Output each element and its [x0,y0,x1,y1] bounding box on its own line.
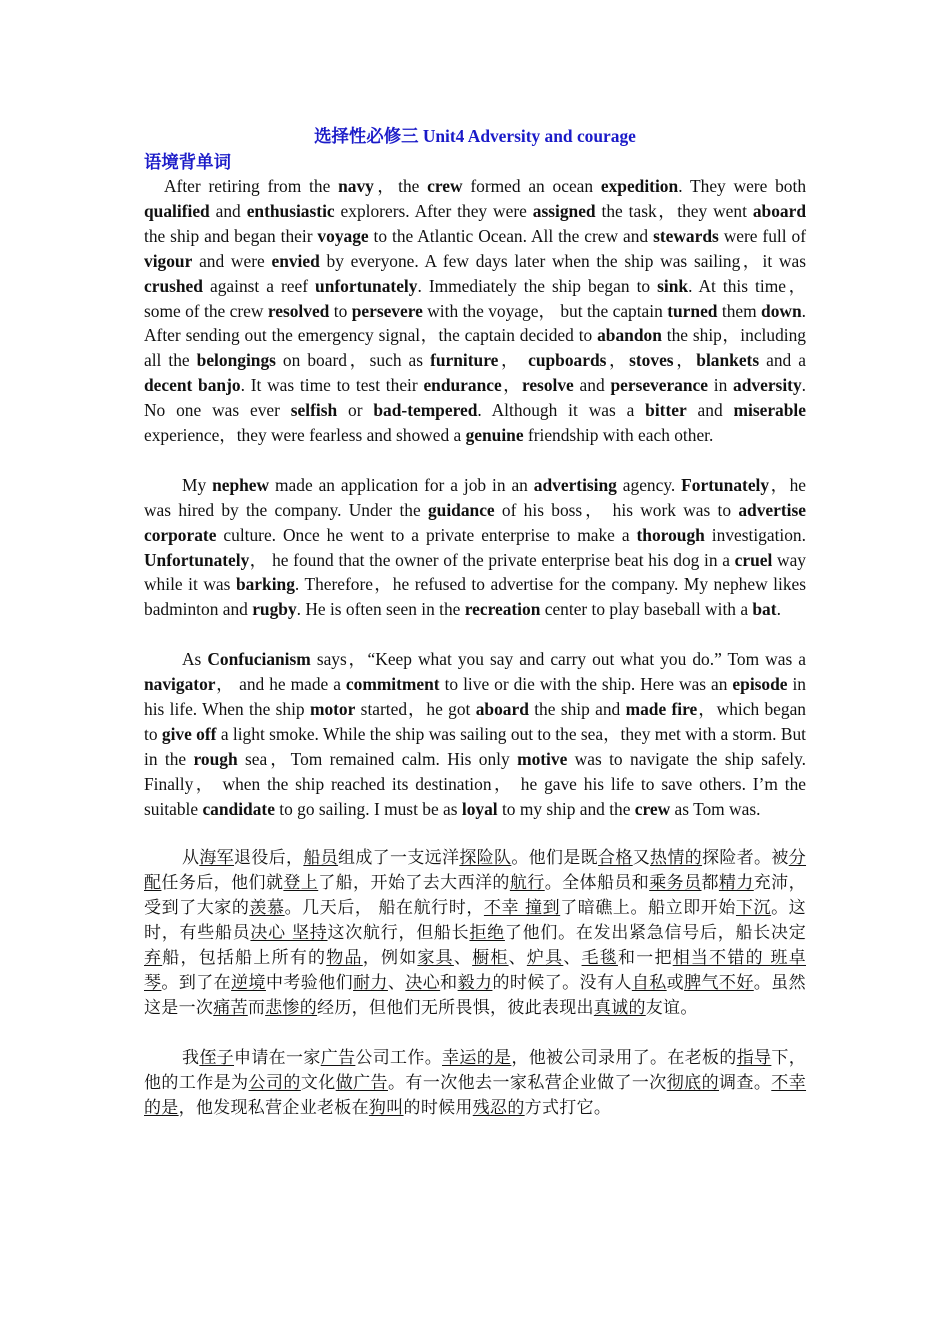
vocab-term: cruel [734,549,773,570]
text-run: by everyone. A few days later when the ship was sailing，it was [319,250,806,271]
text-run: 的时候了。没有人 [492,973,632,994]
vocab-term: 悲惨的 [265,998,318,1019]
vocab-term: rugby [252,599,297,620]
vocab-term: 真诚的 [593,998,646,1019]
text-run: agency. [616,474,682,495]
vocab-term: 乘务员 [649,873,702,894]
document-page [144,124,806,1121]
text-run: 了他们。在发出紧急信号后，船长决定 [504,923,806,944]
vocab-term: motive [517,748,568,769]
vocab-term: 狗叫 [368,1098,404,1119]
vocab-term: sink [657,275,689,296]
vocab-term: aboard [752,200,806,221]
vocab-term: bad-tempered [373,400,478,421]
vocab-term: give off [161,723,217,744]
vocab-term: navigator [144,674,216,695]
text-run: . At this time， some of the crew [144,275,807,321]
paragraph-spacer [144,622,806,647]
text-run: . After sending out the emergency signal，the captain decided to [144,300,807,346]
vocab-term: blankets [696,350,760,371]
text-run: 方式打它。 [524,1098,612,1119]
vocab-term: vigour [144,250,193,271]
paragraph-en-3 [144,647,806,821]
text-run: 退役后， [234,848,304,869]
vocab-term: 船员 [303,848,339,869]
text-run: on board，such as [275,350,431,371]
vocab-term: 登上 [283,873,319,894]
text-run: and a [759,350,806,371]
text-run: 、 [508,948,527,969]
text-run: or [337,400,374,421]
text-run: 充沛，受到了大家的 [144,873,806,919]
text-run: a light smoke. While the ship was sailing out to the sea，they met with a storm. But in the [144,723,806,769]
text-run: 和一把 [618,948,673,969]
vocab-term: 指导 [736,1048,772,1069]
text-run: the ship and [528,699,626,719]
text-run: 。几天后， 船在航行时， [284,898,484,919]
text-run: 都 [701,873,719,894]
paragraph-zh-1 [144,846,806,1021]
text-run: . Although it was a [477,400,646,421]
text-run: to the Atlantic Ocean. All the crew and [368,225,654,246]
text-run: and [573,375,611,396]
vocab-term: 决心 [405,973,441,994]
text-run: 或 [666,973,685,994]
vocab-term: nephew [212,474,270,495]
text-run: After retiring from the [164,176,339,196]
vocab-term: 相当不错的 班卓琴 [144,948,806,994]
text-run: 调查。 [719,1073,772,1094]
paragraph-spacer [144,1021,806,1046]
vocab-term: episode [732,674,788,695]
text-run: 、 [563,948,582,969]
vocab-term: 热情的 [650,848,703,869]
vocab-term: resolved [267,300,330,321]
text-run: As [182,649,208,670]
text-run: 。全体船员和 [544,873,650,894]
vocab-term: candidate [202,798,275,819]
text-run: . [776,599,781,620]
text-run: explorers. After they were [334,200,533,221]
text-run: 任务后，他们就 [161,873,284,894]
vocab-term: endurance [423,375,502,396]
text-run: ， and he made a [215,674,346,695]
vocab-term: turned [667,300,718,321]
vocab-term: qualified [144,200,210,221]
vocab-term: 痛苦 [213,998,248,1019]
vocab-term: 拒绝 [469,923,505,944]
text-run: 我 [182,1048,200,1069]
vocab-term: 公司的 [248,1073,301,1094]
text-run: 。他们是既 [511,848,599,869]
text-run: 经历，但他们无所畏惧，彼此表现出 [317,998,594,1019]
text-run: 这次航行，但船长 [327,923,470,944]
vocab-term: assigned [532,200,596,221]
text-run: ，例如 [362,948,418,969]
text-run: 而 [247,998,266,1019]
vocab-term: decent banjo [144,375,241,396]
vocab-term: 不幸的是 [144,1073,807,1119]
vocab-term: navy [338,176,374,196]
text-run: ，他发现私营企业老板在 [178,1098,369,1119]
vocab-term: 残忍的 [472,1098,525,1119]
text-run: ， [606,350,630,371]
text-run: in his life. When the ship [144,674,807,719]
text-run: 了船，开始了去大西洋的 [318,873,510,894]
text-run: . They were both [678,176,807,196]
vocab-term: advertise corporate [144,499,806,545]
text-run: 船，包括船上所有的 [162,948,327,969]
vocab-term: 弃 [144,948,163,969]
vocab-term: crew [427,176,463,196]
text-run: to live or die with the ship. Here was an [439,674,733,695]
vocab-term: 航行 [509,873,545,894]
vocab-term: 物品 [326,948,363,969]
text-run: friendship with each other. [523,425,714,446]
text-run: 申请在一家 [234,1048,321,1069]
vocab-term: advertising [533,474,617,495]
text-run: investigation. [704,524,806,545]
text-run: to [329,300,352,321]
text-run: ，which began to [144,699,806,744]
paragraph-en-2 [144,473,806,622]
text-run: 从 [182,848,200,869]
text-run: way while it was [144,549,806,595]
text-run: ，他被公司录用了。在老板的 [511,1048,737,1069]
text-run: ， [498,350,529,371]
vocab-term: resolve [521,375,574,396]
vocab-term: 合格 [598,848,633,869]
vocab-term: 探险队 [459,848,512,869]
vocab-term: perseverance [610,375,708,396]
text-run: 又 [632,848,651,869]
text-run: 。到了在 [161,973,232,994]
text-run: 文化 [300,1073,336,1094]
text-run: of his boss， his work was to [494,499,739,520]
vocab-term: cupboards [528,350,607,371]
vocab-term: Fortunately [681,474,770,495]
paragraph-en-1 [144,174,806,448]
vocab-term: 决心 坚持 [250,923,328,944]
text-run: and [209,200,247,221]
vocab-term: rough [193,748,238,769]
vocab-term: voyage [317,225,369,246]
vocab-term: aboard [475,699,529,719]
text-run: 的时候用 [403,1098,473,1119]
text-run: 公司工作。 [355,1048,443,1069]
section-heading: 语境背单词 [144,152,231,172]
text-run: were full of [718,225,807,246]
vocab-term: enthusiastic [246,200,335,221]
text-run: . It was time to test their [240,375,424,396]
paragraph-zh-2 [144,1046,806,1121]
vocab-term: 毅力 [457,973,493,994]
text-run: . He is often seen in the [296,599,465,620]
text-run: the ship and began their [144,225,318,246]
text-run: sea，Tom remained calm. His only [237,748,518,769]
text-run: 。有一次他去一家私营企业做了一次 [387,1073,667,1094]
text-run: 。虽然这是一次 [144,973,806,1019]
text-run: the task，they went [595,200,753,221]
vocab-term: guidance [427,499,495,520]
vocab-term: crew [634,798,671,819]
vocab-term: barking [235,574,295,595]
text-run: culture. Once he went to a private enterprise to make a [216,524,637,545]
page-title: 选择性必修三 Unit4 Adversity and courage [314,126,636,146]
vocab-term: 做广告 [335,1073,388,1094]
text-run: . Therefore，he refused to advertise for the company. My nephew likes badminton and [144,574,806,620]
vocab-term: genuine [465,425,524,446]
vocab-term: 精力 [718,873,754,894]
vocab-term: stewards [653,225,719,246]
vocab-term: 炉具 [526,948,564,969]
text-run: ， he found that the owner of the private enterprise beat his dog in a [249,549,735,570]
text-run: ，he was hired by the company. Under the [144,474,806,520]
vocab-term: 羡慕 [249,898,285,919]
text-run: center to play baseball with a [540,599,753,620]
text-run: the ship，including all the [144,325,806,371]
text-run: to my ship and the [497,798,635,819]
text-run: 中考验他们 [265,973,354,994]
text-run: 探险者。被 [702,848,789,869]
vocab-term: unfortunately [315,275,418,296]
vocab-term: 耐力 [353,973,388,994]
vocab-term: 分配 [144,848,807,894]
vocab-term: crushed [144,275,203,296]
text-run: says，“Keep what you say and carry out what you do.” Tom was a [310,649,806,670]
text-run: 和 [440,973,458,994]
vocab-term: belongings [196,350,276,371]
text-run: in [707,375,734,396]
vocab-term: down [761,300,802,321]
vocab-term: furniture [430,350,499,371]
vocab-term: persevere [351,300,423,321]
text-run: ， [501,375,522,396]
text-run: started，he got [355,699,476,719]
vocab-term: made fire [625,699,698,719]
vocab-term: bat [752,599,777,620]
text-run: 、 [453,948,473,969]
vocab-term: 橱柜 [472,948,509,969]
vocab-term: 下沉 [735,898,772,919]
text-run: . No one was ever [144,375,806,421]
text-run: 了暗礁上。船立即开始 [560,898,736,919]
vocab-term: envied [271,250,320,271]
vocab-term: 毛毯 [581,948,619,969]
vocab-term: recreation [464,599,541,620]
vocab-term: Unfortunately [144,549,250,570]
vocab-term: selfish [290,400,338,421]
vocab-term: 海军 [199,848,235,869]
vocab-term: 家具 [417,948,454,969]
text-run: My [182,474,213,495]
text-run: with the voyage， but the captain [422,300,668,321]
text-run: against a reef [202,275,316,296]
vocab-term: thorough [636,524,705,545]
text-run: 。这时，有些船员 [144,898,806,944]
text-run: ， [673,350,697,371]
text-run: was to navigate the ship safely. Finally， when the ship reached its destination， he gave his life to save others. I’m the suitable [144,748,806,819]
vocab-term: abandon [597,325,662,346]
text-run: formed an ocean [462,176,601,196]
text-run: and [686,400,734,421]
text-run: made an application for a job in an [269,474,534,495]
vocab-term: bitter [645,400,687,421]
text-run: experience，they were fearless and showed a [144,425,466,446]
text-run: 友谊。 [645,998,698,1019]
vocab-term: expedition [600,176,679,196]
vocab-term: 自私 [631,973,667,994]
text-run: 组成了一支远洋 [338,848,460,869]
vocab-term: loyal [461,798,498,819]
text-run: them [717,300,762,321]
text-run: and were [192,250,272,271]
paragraph-spacer [144,822,806,847]
vocab-term: stoves [629,350,674,371]
vocab-term: 广告 [320,1048,356,1069]
vocab-term: 侄子 [199,1048,235,1069]
vocab-term: 不幸 撞到 [483,898,561,919]
text-run: as Tom was. [670,798,761,819]
text-run: ，the [373,176,428,196]
vocab-term: 逆境 [231,973,266,994]
text-run: . Immediately the ship began to [417,275,658,296]
vocab-term: motor [309,699,356,719]
text-run: 、 [387,973,406,994]
vocab-term: adversity [733,375,802,396]
vocab-term: commitment [345,674,440,695]
text-run: to go sailing. I must be as [274,798,462,819]
vocab-term: 幸运的是 [442,1048,512,1069]
vocab-term: miserable [733,400,806,421]
vocab-term: 彻底的 [666,1073,720,1094]
paragraph-spacer [144,448,806,473]
vocab-term: 脾气不好 [684,973,754,994]
vocab-term: Confucianism [207,649,311,670]
text-run: 下，他的工作是为 [144,1048,807,1094]
